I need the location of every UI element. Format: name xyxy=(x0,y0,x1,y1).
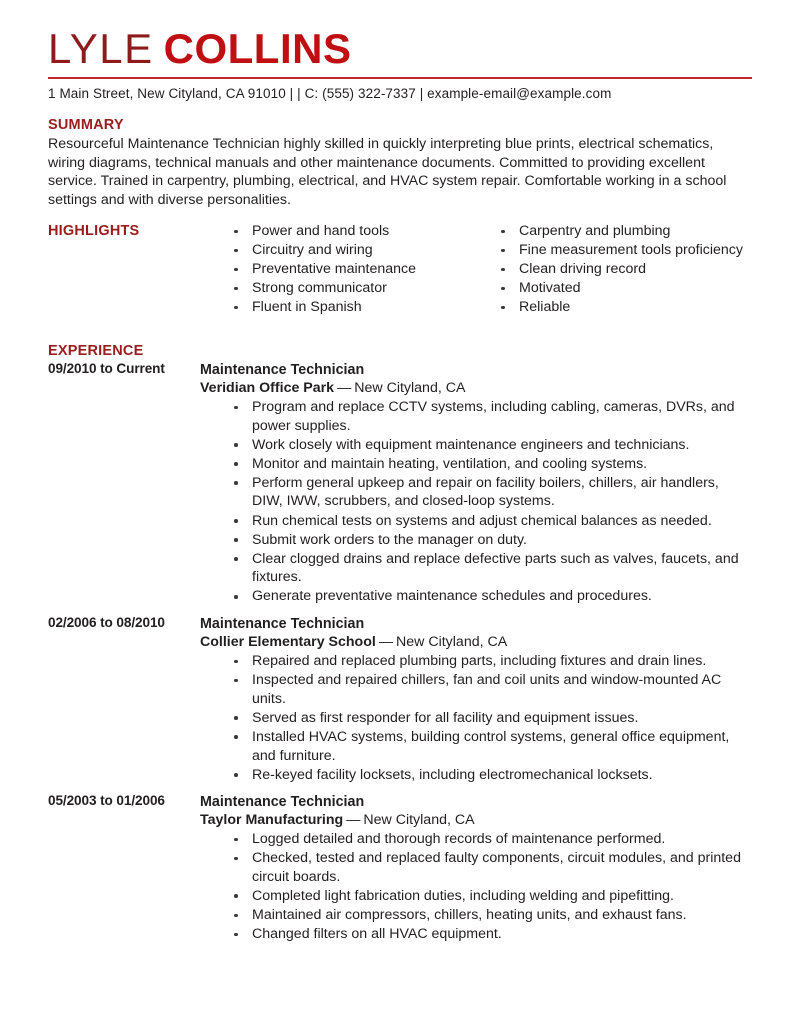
job-location: New Cityland, CA xyxy=(354,380,466,396)
list-item: Re-keyed facility locksets, including electromechanical locksets. xyxy=(226,766,752,785)
list-item: Power and hand tools xyxy=(226,222,486,241)
job-bullet-list xyxy=(226,830,752,944)
list-item: Fine measurement tools proficiency xyxy=(493,241,743,260)
experience-entry xyxy=(48,615,752,784)
job-company: Collier Elementary School xyxy=(200,634,376,651)
resume-name xyxy=(48,0,752,70)
job-dates: 09/2010 to Current xyxy=(48,361,165,376)
list-item: Submit work orders to the manager on duty. xyxy=(226,531,752,550)
list-item: Logged detailed and thorough records of maintenance performed. xyxy=(226,830,752,849)
job-body xyxy=(200,615,752,784)
list-item: Clean driving record xyxy=(493,260,743,279)
job-company: Veridian Office Park xyxy=(200,380,335,396)
highlights-column-right xyxy=(493,222,743,317)
list-item: Changed filters on all HVAC equipment. xyxy=(226,925,752,944)
job-company-line xyxy=(200,379,752,398)
section-heading-experience: EXPERIENCE xyxy=(48,343,144,359)
highlights-list-left xyxy=(226,222,486,317)
job-bullet-list xyxy=(226,652,752,784)
list-item: Clear clogged drains and replace defective parts such as valves, faucets, and fixtures. xyxy=(226,550,752,587)
job-dates: 02/2006 to 08/2010 xyxy=(48,615,165,631)
highlights-columns xyxy=(48,222,752,326)
highlights-column-left xyxy=(226,222,486,317)
list-item: Perform general upkeep and repair on facility boilers, chillers, air handlers, DIW, IWW, scrubbers, and closed-loop systems. xyxy=(226,474,752,511)
job-company-line xyxy=(200,811,752,830)
list-item: Generate preventative maintenance schedules and procedures. xyxy=(226,587,752,606)
experience-entry xyxy=(48,361,752,606)
section-heading-summary: SUMMARY xyxy=(48,117,124,133)
list-item: Installed HVAC systems, building control systems, general office equipment, and furniture. xyxy=(226,728,752,765)
highlights-list-right xyxy=(493,222,743,317)
list-item: Served as first responder for all facility and equipment issues. xyxy=(226,709,752,728)
list-item: Repaired and replaced plumbing parts, including fixtures and drain lines. xyxy=(226,652,752,671)
list-item: Checked, tested and replaced faulty components, circuit modules, and printed circuit boards. xyxy=(226,849,752,886)
list-item: Preventative maintenance xyxy=(226,260,486,279)
list-item: Motivated xyxy=(493,279,743,298)
contact-line: 1 Main Street, New Cityland, CA 91010 | | C: (555) 322-7337 | example-email@example.com xyxy=(48,86,612,101)
list-item: Program and replace CCTV systems, including cabling, cameras, DVRs, and power supplies. xyxy=(226,398,752,435)
list-item: Monitor and maintain heating, ventilation, and cooling systems. xyxy=(226,455,752,474)
job-title: Maintenance Technician xyxy=(200,362,365,378)
list-item: Work closely with equipment maintenance engineers and technicians. xyxy=(226,436,752,455)
job-title: Maintenance Technician xyxy=(200,616,365,633)
job-separator-dash: — xyxy=(378,634,394,651)
job-body xyxy=(200,793,752,944)
job-company-line xyxy=(200,633,752,652)
list-item: Completed light fabrication duties, including welding and pipefitting. xyxy=(226,887,752,906)
job-company: Taylor Manufacturing xyxy=(200,812,344,829)
job-separator-dash: — xyxy=(337,380,352,396)
list-item: Run chemical tests on systems and adjust chemical balances as needed. xyxy=(226,512,752,531)
experience-list xyxy=(48,361,752,944)
list-item: Reliable xyxy=(493,298,743,317)
job-location: New Cityland, CA xyxy=(396,634,508,651)
job-location: New Cityland, CA xyxy=(363,812,475,829)
header-divider xyxy=(48,77,752,79)
job-bullet-list xyxy=(226,398,752,606)
list-item: Fluent in Spanish xyxy=(226,298,486,317)
list-item: Maintained air compressors, chillers, heating units, and exhaust fans. xyxy=(226,906,752,925)
list-item: Strong communicator xyxy=(226,279,486,298)
list-item: Carpentry and plumbing xyxy=(493,222,743,241)
job-title: Maintenance Technician xyxy=(200,794,365,811)
experience-entry xyxy=(48,793,752,944)
list-item: Circuitry and wiring xyxy=(226,241,486,260)
section-heading-highlights: HIGHLIGHTS xyxy=(48,223,140,239)
first-name: LYLE xyxy=(48,25,154,72)
job-body xyxy=(200,361,752,606)
job-dates: 05/2003 to 01/2006 xyxy=(48,793,165,809)
last-name: COLLINS xyxy=(163,25,352,72)
summary-text: Resourceful Maintenance Technician highly skilled in quickly interpreting blue prints, electrical schematics, wiring diagrams, technical manuals and other maintenance documents. Committed to providing excellent service. Trained in carpentry, plumbing, electrical, and HVAC system repair. Comfortable working in a school settings and with diverse personalities. xyxy=(48,136,727,208)
job-separator-dash: — xyxy=(346,812,361,829)
list-item: Inspected and repaired chillers, fan and coil units and window-mounted AC units. xyxy=(226,671,752,708)
